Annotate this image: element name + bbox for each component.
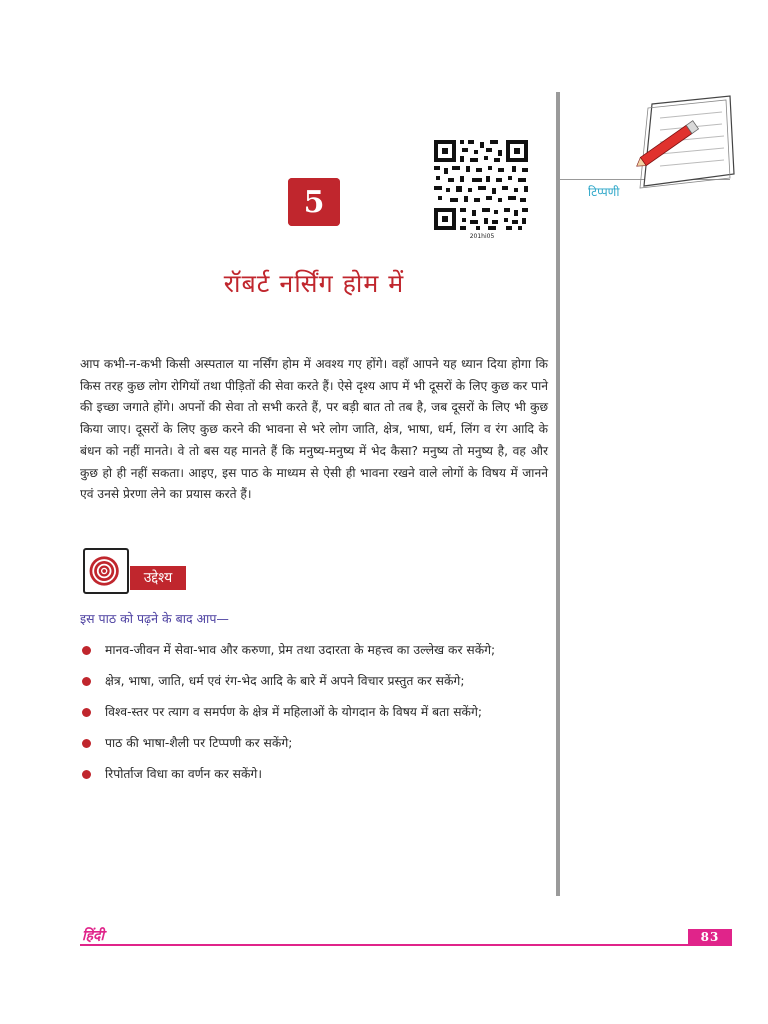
bullet-icon <box>82 770 91 779</box>
objective-text: विश्व-स्तर पर त्याग व समर्पण के क्षेत्र में महिलाओं के योगदान के विषय में बता सकेंगे; <box>105 705 483 719</box>
target-icon <box>83 548 129 594</box>
footer-subject: हिंदी <box>82 928 105 944</box>
page-number: 83 <box>688 929 732 946</box>
notepad-pencil-icon <box>630 94 736 190</box>
list-item <box>80 764 550 785</box>
objective-text: मानव-जीवन में सेवा-भाव और करुणा, प्रेम तथा उदारता के महत्त्व का उल्लेख कर सकेंगे; <box>105 643 496 657</box>
list-item <box>80 640 550 661</box>
chapter-title: रॉबर्ट नर्सिंग होम में <box>223 269 405 298</box>
bullet-icon <box>82 739 91 748</box>
objective-text: पाठ की भाषा-शैली पर टिप्पणी कर सकेंगे; <box>105 736 293 750</box>
qr-code-label: 201hi05 <box>469 233 495 240</box>
objective-text: रिपोर्ताज विधा का वर्णन कर सकेंगे। <box>105 767 263 781</box>
margin-note-label: टिप्पणी <box>588 185 620 199</box>
intro-paragraph: आप कभी-न-कभी किसी अस्पताल या नर्सिंग होम में अवश्य गए होंगे। वहाँ आपने यह ध्यान दिया होगा कि किस तरह कुछ लोग रोगियों तथा पीड़ितों की सेवा करते हैं। ऐसे दृश्य आप में भी दूसरों के लिए कुछ कर पाने की इच्छा जगाते होंगे। अपनों की सेवा तो सभी करते हैं, पर बड़ी बात तो तब है, जब दूसरों के लिए भी कुछ किया जाए। दूसरों के लिए कुछ करने की भावना से भरे लोग जाति, क्षेत्र, भाषा, धर्म, लिंग व रंग आदि के बंधन को नहीं मानते। वे तो बस यह मानते हैं कि मनुष्य-मनुष्य में भेद कैसा? मनुष्य तो मनुष्य है, वह और कुछ हो ही नहीं सकता। आइए, इस पाठ के माध्यम से ऐसी ही भावना रखने वाले लोगों के विषय में जानने एवं उनसे प्रेरणा लेने का प्रयास करते हैं। <box>80 357 548 502</box>
chapter-number-badge: 5 <box>288 178 340 226</box>
list-item <box>80 733 550 754</box>
qr-code-icon <box>432 138 530 232</box>
list-item <box>80 702 550 723</box>
bullet-icon <box>82 708 91 717</box>
footer-rule <box>80 944 732 946</box>
objective-text: क्षेत्र, भाषा, जाति, धर्म एवं रंग-भेद आदि के बारे में अपने विचार प्रस्तुत कर सकेंगे; <box>105 674 465 688</box>
list-item <box>80 671 550 692</box>
objectives-intro: इस पाठ को पढ़ने के बाद आप— <box>80 611 229 626</box>
bullet-icon <box>82 677 91 686</box>
objectives-list <box>80 640 550 795</box>
objectives-heading: उद्देश्य <box>130 566 186 590</box>
bullet-icon <box>82 646 91 655</box>
margin-divider-line <box>556 92 560 896</box>
